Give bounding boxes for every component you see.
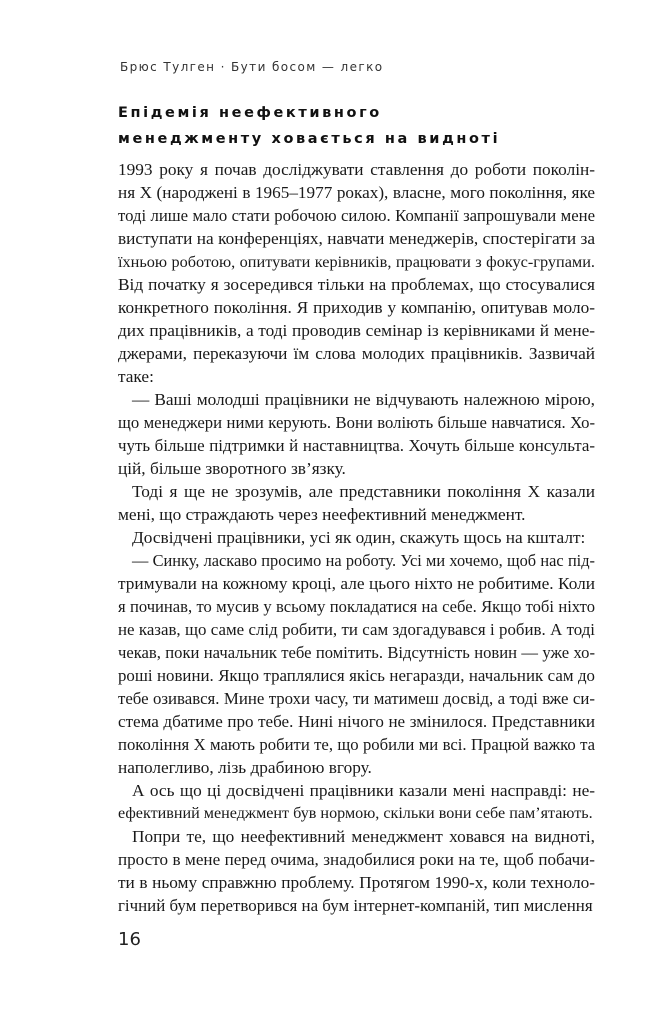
running-head: Брюс Тулген · Бути босом — легко — [120, 60, 384, 74]
text-line: ня X (народжені в 1965–1977 роках), власне, мого покоління, яке — [118, 183, 595, 202]
text-line: стема дбатиме про тебе. Нині нічого не змінилося. Представники — [118, 712, 595, 731]
text-line: мені, що страждають через неефективний менеджмент. — [118, 505, 526, 524]
text-line: їхньою роботою, опитувати керівників, працювати з фокус-групами. — [118, 252, 595, 271]
text-line: покоління X мають робити те, що робили ми всі. Працюй важко та — [118, 735, 595, 754]
text-line: таке: — [118, 367, 154, 386]
chapter-title — [118, 100, 558, 152]
paragraph — [118, 480, 595, 526]
paragraph — [118, 779, 595, 825]
text-line: просто в мене перед очима, знадобилися роки на те, щоб побачи- — [118, 850, 595, 869]
text-line: наполегливо, лізь драбиною вгору. — [118, 758, 372, 777]
text-line: цій, більше зворотного зв’язку. — [118, 459, 346, 478]
text-line: дих працівників, а тоді проводив семінар із керівниками й мене- — [118, 321, 595, 340]
text-line: що менеджери ними керують. Вони воліють більше навчатися. Хо- — [118, 413, 595, 432]
text-line: конкретного покоління. Я приходив у компанію, опитував моло- — [118, 298, 595, 317]
text-line: Тоді я ще не зрозумів, але представники покоління X казали — [132, 482, 595, 501]
text-line: тримували на кожному кроці, але цього ніхто не робитиме. Коли — [118, 574, 595, 593]
text-line: — Ваші молодші працівники не відчувають належною мірою, — [132, 390, 595, 409]
text-line: тоді лише мало стати робочою силою. Компанії запрошували мене — [118, 206, 595, 225]
text-line: Від початку я зосередився тільки на проблемах, що стосувалися — [118, 275, 595, 294]
text-line: тебе озивався. Мине трохи часу, ти матимеш досвід, а тоді вже си- — [118, 689, 595, 708]
text-line: гічний бум перетворився на бум інтернет-компаній, тип мислення — [118, 896, 593, 915]
chapter-title-line: Епідемія неефективного — [118, 105, 382, 121]
paragraph — [118, 158, 595, 388]
text-line: 1993 року я почав досліджувати ставлення до роботи поколін- — [118, 160, 595, 179]
chapter-title-line: менеджменту ховається на видноті — [118, 131, 501, 147]
paragraph — [118, 388, 595, 480]
text-line: не казав, що саме слід робити, ти сам здогадувався і робив. А тоді — [118, 620, 595, 639]
text-line: ти в ньому справжню проблему. Протягом 1990-х, коли техноло- — [118, 873, 595, 892]
paragraph — [118, 526, 595, 549]
body-text — [118, 158, 595, 917]
text-line: Попри те, що неефективний менеджмент ховався на видноті, — [132, 827, 595, 846]
text-line: чекав, поки начальник тебе помітить. Відсутність новин — уже хо- — [118, 643, 595, 662]
text-line: А ось що ці досвідчені працівники казали мені насправді: не- — [132, 781, 595, 800]
text-line: виступати на конференціях, навчати менеджерів, спостерігати за — [118, 229, 595, 248]
text-line: я починав, то мусив у всьому покладатися на себе. Якщо тобі ніхто — [118, 597, 595, 616]
text-line: чуть більше підтримки й наставництва. Хочуть більше консульта- — [118, 436, 595, 455]
paragraph — [118, 549, 595, 779]
text-line: ефективний менеджмент був нормою, скільки вони себе пам’ятають. — [118, 805, 593, 822]
text-line: роші новини. Якщо траплялися якісь негаразди, начальник сам до — [118, 666, 595, 685]
page-number: 16 — [118, 929, 141, 950]
text-line: — Синку, ласкаво просимо на роботу. Усі ми хочемо, щоб нас під- — [132, 551, 595, 570]
paragraph — [118, 825, 595, 917]
text-line: джерами, переказуючи їм слова молодих працівників. Зазвичай — [118, 344, 595, 363]
text-line: Досвідчені працівники, усі як один, скажуть щось на кшталт: — [132, 528, 586, 547]
